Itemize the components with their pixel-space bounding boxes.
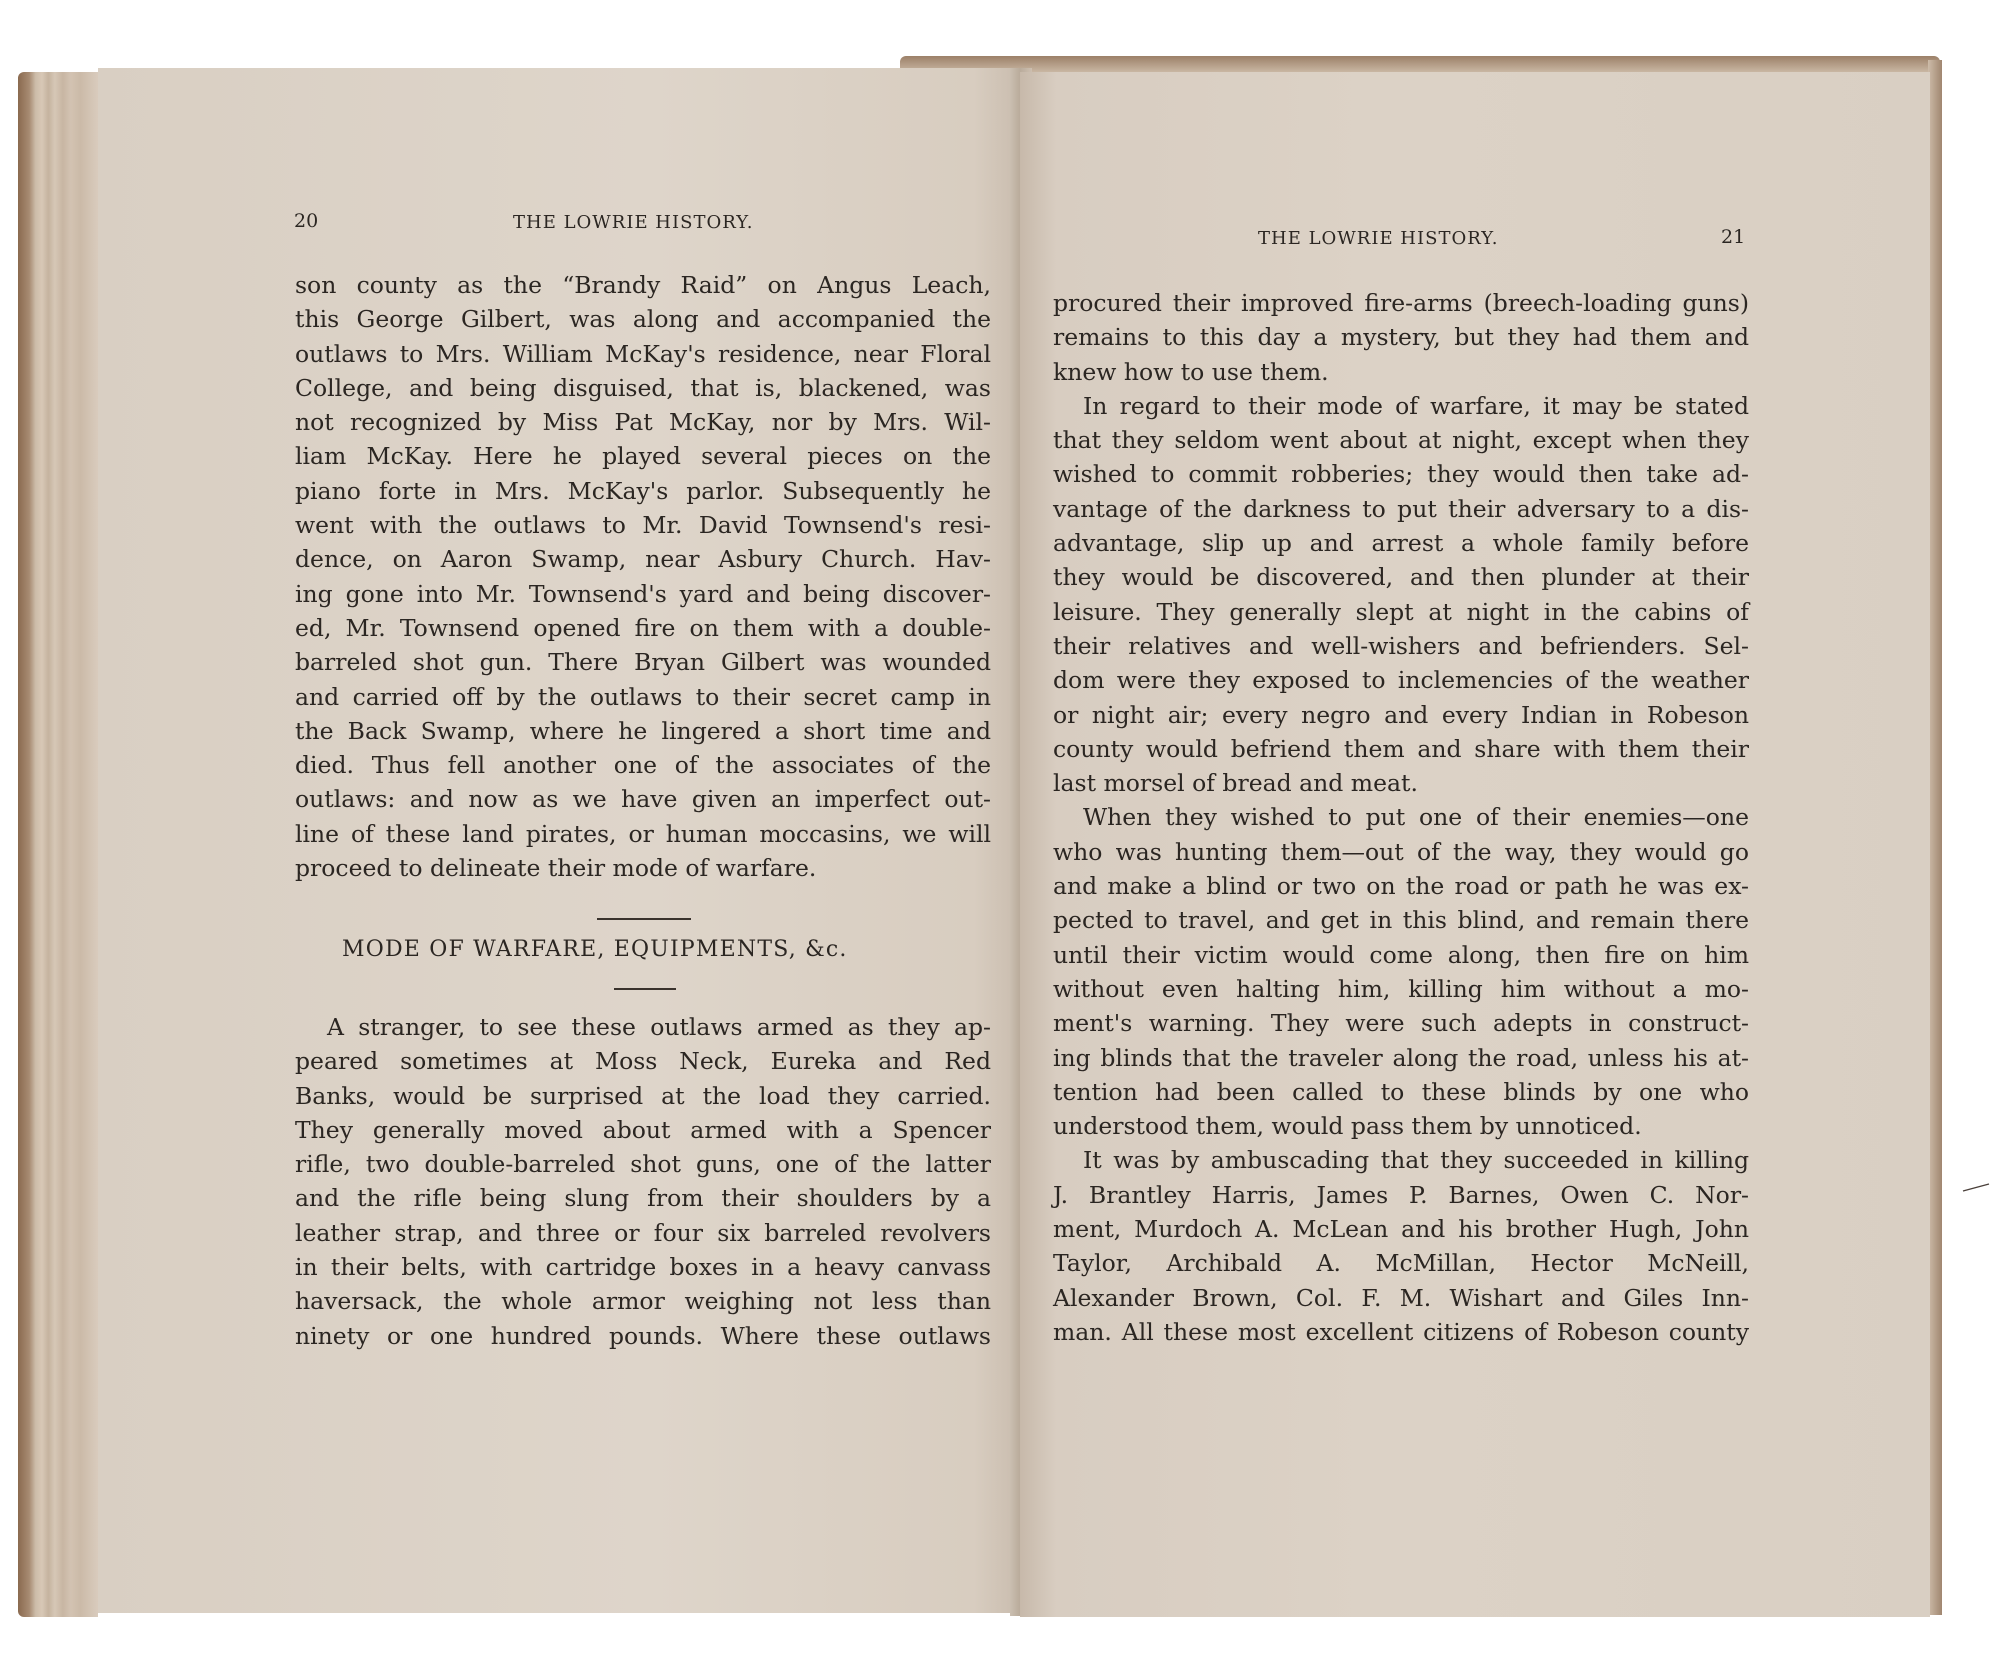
text-line: died. Thus fell another one of the associates of the [295, 751, 991, 780]
text-line: the Back Swamp, where he lingered a short time and [295, 716, 991, 745]
text-line: J. Brantley Harris, James P. Barnes, Owen C. Nor- [1053, 1180, 1749, 1209]
text-line: outlaws to Mrs. William McKay's residence, near Floral [295, 339, 991, 368]
text-line: and carried off by the outlaws to their secret camp in [295, 682, 991, 711]
text-line: last morsel of bread and meat. [1053, 769, 1418, 798]
text-line: who was hunting them—out of the way, they would go [1053, 837, 1749, 866]
text-line: until their victim would come along, then fire on him [1053, 940, 1749, 969]
section-heading: MODE OF WARFARE, EQUIPMENTS, &c. [342, 937, 848, 962]
text-line: or night air; every negro and every Indian in Robeson [1053, 700, 1749, 729]
text-line: They generally moved about armed with a Spencer [295, 1115, 991, 1144]
text-line: dom were they exposed to inclemencies of the weather [1053, 666, 1749, 695]
book-edge-right [1928, 60, 1942, 1615]
text-line: ment, Murdoch A. McLean and his brother Hugh, John [1053, 1215, 1749, 1244]
text-line: advantage, slip up and arrest a whole family before [1053, 529, 1749, 558]
text-line: understood them, would pass them by unnoticed. [1053, 1112, 1642, 1141]
text-line: Banks, would be surprised at the load they carried. [295, 1081, 991, 1110]
text-line: went with the outlaws to Mr. David Townsend's resi- [295, 511, 991, 540]
text-line: College, and being disguised, that is, blackened, was [295, 373, 991, 402]
text-line: in their belts, with cartridge boxes in a heavy canvass [295, 1253, 991, 1282]
right-page-number: 21 [1721, 226, 1746, 248]
text-line: In regard to their mode of warfare, it may be stated [1083, 391, 1749, 420]
text-line: haversack, the whole armor weighing not less than [295, 1287, 991, 1316]
text-line: ed, Mr. Townsend opened fire on them with a double- [295, 613, 991, 642]
text-line: outlaws: and now as we have given an imperfect out- [295, 785, 991, 814]
text-line: leather strap, and three or four six barreled revolvers [295, 1218, 991, 1247]
text-line: their relatives and well-wishers and befrienders. Sel- [1053, 631, 1749, 660]
left-running-head: THE LOWRIE HISTORY. [513, 212, 754, 233]
book-edge-left [18, 72, 98, 1617]
text-line: ing gone into Mr. Townsend's yard and being discover- [295, 579, 991, 608]
text-line: liam McKay. Here he played several pieces on the [295, 442, 991, 471]
text-line: county would befriend them and share with them their [1053, 734, 1749, 763]
text-line: leisure. They generally slept at night in the cabins of [1053, 597, 1749, 626]
text-line: Alexander Brown, Col. F. M. Wishart and Giles Inn- [1053, 1283, 1749, 1312]
text-line: not recognized by Miss Pat McKay, nor by Mrs. Wil- [295, 408, 991, 437]
text-line: this George Gilbert, was along and accompanied the [295, 305, 991, 334]
text-line: Taylor, Archibald A. McMillan, Hector McNeill, [1053, 1249, 1749, 1278]
text-line: dence, on Aaron Swamp, near Asbury Church. Hav- [295, 545, 991, 574]
text-line: man. All these most excellent citizens of Robeson county [1053, 1317, 1749, 1346]
text-line: and the rifle being slung from their shoulders by a [295, 1184, 991, 1213]
text-line: knew how to use them. [1053, 357, 1329, 386]
text-line: vantage of the darkness to put their adversary to a dis- [1053, 494, 1749, 523]
text-line: line of these land pirates, or human moccasins, we will [295, 819, 991, 848]
text-line: ing blinds that the traveler along the road, unless his at- [1053, 1043, 1749, 1072]
left-body-text [295, 268, 991, 885]
text-line: and make a blind or two on the road or path he was ex- [1053, 872, 1749, 901]
book-edge-top [900, 56, 1940, 72]
text-line: procured their improved fire-arms (breech-loading guns) [1053, 289, 1749, 317]
right-running-head: THE LOWRIE HISTORY. [1258, 228, 1499, 249]
text-line: proceed to delineate their mode of warfare. [295, 854, 817, 883]
text-line: It was by ambuscading that they succeeded in killing [1083, 1146, 1749, 1175]
text-line: When they wished to put one of their enemies—one [1083, 803, 1749, 832]
text-line: wished to commit robberies; they would then take ad- [1053, 460, 1749, 489]
text-line: that they seldom went about at night, except when they [1053, 426, 1749, 455]
text-line: tention had been called to these blinds by one who [1053, 1077, 1749, 1106]
right-body-text [1053, 286, 1749, 1349]
left-page-number: 20 [294, 210, 319, 232]
pencil-mark-icon [1962, 1182, 1990, 1194]
text-line: barreled shot gun. There Bryan Gilbert was wounded [295, 648, 991, 677]
text-line: ment's warning. They were such adepts in construct- [1053, 1009, 1749, 1038]
text-line: remains to this day a mystery, but they had them and [1053, 323, 1749, 352]
text-line: son county as the “Brandy Raid” on Angus Leach, [295, 271, 991, 299]
text-line: piano forte in Mrs. McKay's parlor. Subsequently he [295, 476, 991, 505]
text-line: A stranger, to see these outlaws armed as they ap- [327, 1013, 991, 1041]
text-line: ninety or one hundred pounds. Where these outlaws [295, 1321, 991, 1350]
section-rule-bottom [614, 988, 676, 990]
section-rule-top [597, 918, 691, 920]
left-section-text [295, 1010, 991, 1353]
text-line: they would be discovered, and then plunder at their [1053, 563, 1749, 592]
text-line: rifle, two double-barreled shot guns, one of the latter [295, 1150, 991, 1179]
text-line: peared sometimes at Moss Neck, Eureka and Red [295, 1047, 991, 1076]
text-line: pected to travel, and get in this blind, and remain there [1053, 906, 1749, 935]
text-line: without even halting him, killing him without a mo- [1053, 974, 1749, 1003]
